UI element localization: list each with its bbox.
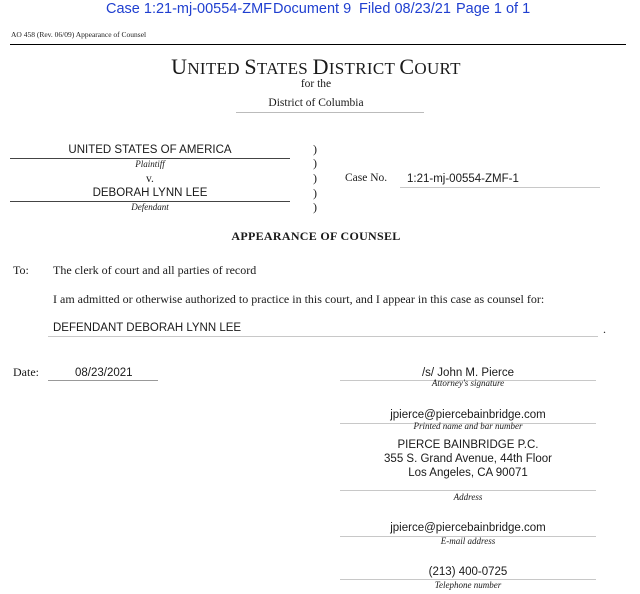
- ecf-filed-date: Filed 08/23/21: [359, 1, 451, 17]
- for-the-text: for the: [300, 78, 332, 90]
- address-line-3: Los Angeles, CA 90071: [408, 467, 528, 479]
- date-line: [48, 380, 158, 381]
- defendant-label: Defendant: [131, 202, 169, 212]
- signature-label: Attorney's signature: [431, 378, 505, 388]
- ecf-case-number: Case 1:21-mj-00554-ZMF: [106, 1, 272, 17]
- form-identifier: AO 458 (Rev. 06/09) Appearance of Counsel: [11, 30, 147, 39]
- plaintiff-name: UNITED STATES OF AMERICA: [68, 144, 232, 156]
- district-underline: [236, 112, 424, 113]
- court-name: UNITED STATES DISTRICT COURT: [171, 54, 461, 79]
- caption-paren: ): [313, 156, 317, 170]
- ecf-page-count: Page 1 of 1: [456, 1, 531, 17]
- district-name: District of Columbia: [268, 97, 364, 109]
- case-number-line: [400, 187, 600, 188]
- defendant-name: DEBORAH LYNN LEE: [92, 187, 208, 199]
- case-number-label: Case No.: [345, 172, 388, 184]
- case-number: 1:21-mj-00554-ZMF-1: [407, 173, 519, 185]
- attorney-signature: /s/ John M. Pierce: [421, 367, 515, 379]
- address-line-1: PIERCE BAINBRIDGE P.C.: [397, 439, 539, 451]
- header-rule: [10, 44, 626, 45]
- client-name: DEFENDANT DEBORAH LYNN LEE: [53, 322, 242, 334]
- client-line: [48, 336, 598, 337]
- to-label: To:: [13, 263, 29, 277]
- client-line-end: .: [603, 322, 606, 336]
- plaintiff-label: Plaintiff: [135, 159, 165, 169]
- versus-text: v.: [146, 173, 154, 185]
- ecf-document-number: Document 9: [273, 1, 352, 17]
- address-label: Address: [453, 492, 483, 502]
- document-title: APPEARANCE OF COUNSEL: [231, 229, 401, 243]
- date-value: 08/23/2021: [75, 367, 133, 379]
- caption-paren: ): [313, 200, 317, 214]
- printed-name-bar-number: jpierce@piercebainbridge.com: [390, 409, 546, 421]
- appearance-statement: I am admitted or otherwise authorized to practice in this court, and I appear in this case as counsel for:: [53, 292, 545, 306]
- telephone-number: (213) 400-0725: [428, 566, 508, 578]
- caption-paren: ): [313, 171, 317, 185]
- telephone-label: Telephone number: [434, 580, 502, 590]
- to-recipients: The clerk of court and all parties of record: [53, 263, 257, 277]
- email-label: E-mail address: [440, 536, 496, 546]
- printed-name-label: Printed name and bar number: [413, 421, 523, 431]
- caption-paren: ): [313, 186, 317, 200]
- date-label: Date:: [13, 365, 39, 379]
- address-line: [340, 490, 596, 491]
- caption-paren: ): [313, 142, 317, 156]
- email-address: jpierce@piercebainbridge.com: [390, 522, 546, 534]
- address-line-2: 355 S. Grand Avenue, 44th Floor: [384, 453, 552, 465]
